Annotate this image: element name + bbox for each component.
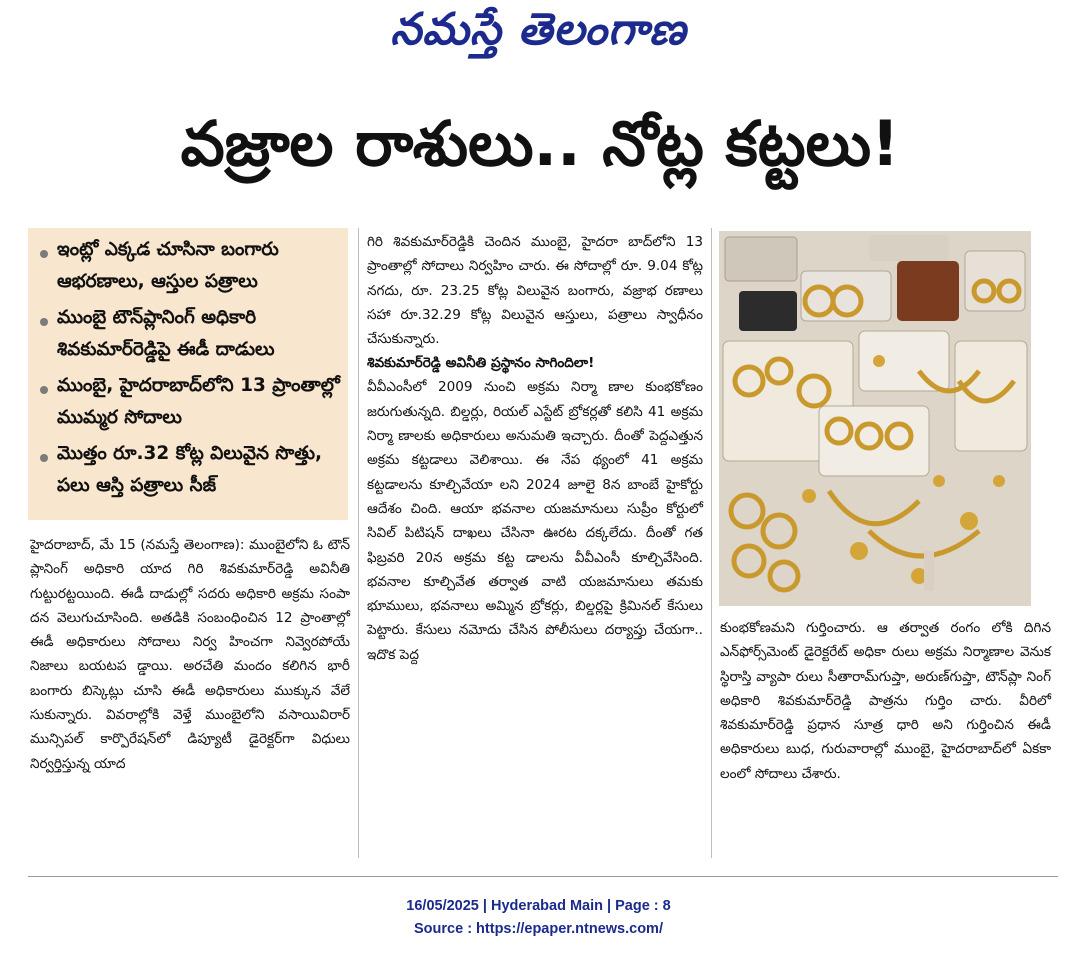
jewellery-photo xyxy=(719,231,1031,606)
article-paragraph: హైదరాబాద్, మే 15 (నమస్తే తెలంగాణ): ముంబైలోని ఓ టౌన్ ప్లానింగ్ అధికారి యాద గిరి శివకుమార్‌రెడ్డి అవినీతి గుట్టురట్టయింది. ఈడీ దాడుల్లో సదరు అధికారి అక్రమ సంపా దన వెలుగుచూసింది. అతడికి సంబంధించిన 12 ప్రాంతాల్లో ఈడీ అధికారులు సోదాలు నిర్వ హించగా నివ్వెరపోయే నిజాలు బయటప డ్డాయి. అరచేతి మందం కలిగిన భారీ బంగారు బిస్కెట్లు చూసి ఈడీ అధికారులు ముక్కున వేలే సుకున్నారు. వివరాల్లోకి వెళ్తే ముంబైలోని వసాయివిరార్ మున్సిపల్ కార్పొరేషన్‌లో డిప్యూటీ డైరెక్టర్‌గా విధులు నిర్వర్తిస్తున్న యాద xyxy=(30,537,350,772)
highlight-text: మొత్తం రూ.32 కోట్ల విలువైన సొత్తు, పలు ఆస్తి పత్రాలు సీజ్ xyxy=(57,443,323,496)
masthead-title: నమస్తే తెలంగాణ xyxy=(390,4,687,55)
highlight-text: ముంబై, హైదరాబాద్‌లోని 13 ప్రాంతాల్లో ముమ్మర సోదాలు xyxy=(57,375,340,428)
article-subhead: శివకుమార్‌రెడ్డి అవినీతి ప్రస్థానం సాగిందిలా! xyxy=(367,355,595,372)
footer-divider xyxy=(28,876,1058,877)
footer-source: Source : https://epaper.ntnews.com/ xyxy=(414,921,663,937)
bullet-icon xyxy=(40,454,48,462)
article-column-2 xyxy=(367,230,703,667)
article-paragraph: వీవీఎంసీలో 2009 నుంచి అక్రమ నిర్మా ణాల కుంభకోణం జరుగుతున్నది. బిల్డర్లు, రియల్ ఎస్టేట్ బ్రోకర్లతో కలిసి 41 అక్రమ నిర్మా ణాలకు అధికారులు అనుమతి ఇచ్చారు. దీంతో పెద్దఎత్తున అక్రమ కట్టడాలు వెలిశాయి. ఈ నేప థ్యంలో 41 అక్రమ కట్టడాలను కూల్చివేయా లని 2024 జూలై 8న బాంబే హైకోర్టు ఆదేశం చింది. ఆయా భవనాల యజమానులు సుప్రీం కోర్టులో సివిల్ పిటిషన్ దాఖలు చేసినా ఊరట దక్కలేదు. దీంతో గత ఫిబ్రవరి 20న అక్రమ కట్ట డాలను వీవీఎంసీ కూల్చివేసింది. భవనాల కూల్చివేత తర్వాత వాటి యజమానులు తమకు భూములు, భవనాలు అమ్మిన బ్రోకర్లు, బిల్డర్లపై క్రిమినల్ కేసులు పెట్టారు. కేసులు నమోదు చేసిన పోలీసులు దర్యాప్తు చేయగా.. ఇదొక పెద్ద xyxy=(367,379,703,663)
footer-dateline: 16/05/2025 | Hyderabad Main | Page : 8 xyxy=(406,898,671,914)
article-column-1 xyxy=(30,533,350,776)
highlight-item xyxy=(40,370,340,434)
article-paragraph: కుంభకోణమని గుర్తించారు. ఆ తర్వాత రంగం లోకి దిగిన ఎన్‌ఫోర్స్‌మెంట్ డైరెక్టరేట్ అధికా రులు అక్రమ నిర్మాణాల వెనుక స్థిరాస్తి వ్యాపా రులు సీతారామ్‌గుప్తా, అరుణ్‌గుప్తా, టౌన్‌ప్లా నింగ్ అధికారి శివకుమార్‌రెడ్డి పాత్రను గుర్తిం చారు. వీరిలో శివకుమార్‌రెడ్డి ప్రధాన సూత్ర ధారి అని గుర్తించిన ఈడీ అధికారులు బుధ, గురువారాల్లో ముంబై, హైదరాబాద్‌లో ఏకకా లంలో సోదాలు చేశారు. xyxy=(720,620,1051,782)
highlight-item xyxy=(40,302,340,366)
highlights-box xyxy=(28,228,348,520)
headline: వజ్రాల రాశులు.. నోట్ల కట్టలు! xyxy=(180,107,900,180)
column-divider xyxy=(358,228,359,858)
column-divider xyxy=(711,228,712,858)
bullet-icon xyxy=(40,386,48,394)
article-paragraph: గిరి శివకుమార్‌రెడ్డికి చెందిన ముంబై, హైదరా బాద్‌లోని 13 ప్రాంతాల్లో సోదాలు నిర్వహిం చారు. ఈ సోదాల్లో రూ. 9.04 కోట్ల నగదు, రూ. 23.25 కోట్ల విలువైన బంగారు, వజ్రాభ రణాలు సహా రూ.32.29 కోట్ల విలువైన ఆస్తులు, పత్రాలు స్వాధీనం చేసుకున్నారు. xyxy=(367,234,703,348)
highlight-text: ఇంట్లో ఎక్కడ చూసినా బంగారు ఆభరణాలు, ఆస్తుల పత్రాలు xyxy=(57,239,279,292)
highlight-text: ముంబై టౌన్‌ప్లానింగ్ అధికారి శివకుమార్‌రెడ్డిపై ఈడీ దాడులు xyxy=(57,307,275,360)
bullet-icon xyxy=(40,250,48,258)
highlight-item xyxy=(40,438,340,502)
article-column-3 xyxy=(720,616,1051,786)
bullet-icon xyxy=(40,318,48,326)
highlight-item xyxy=(40,234,340,298)
jewellery-image xyxy=(719,231,1031,606)
